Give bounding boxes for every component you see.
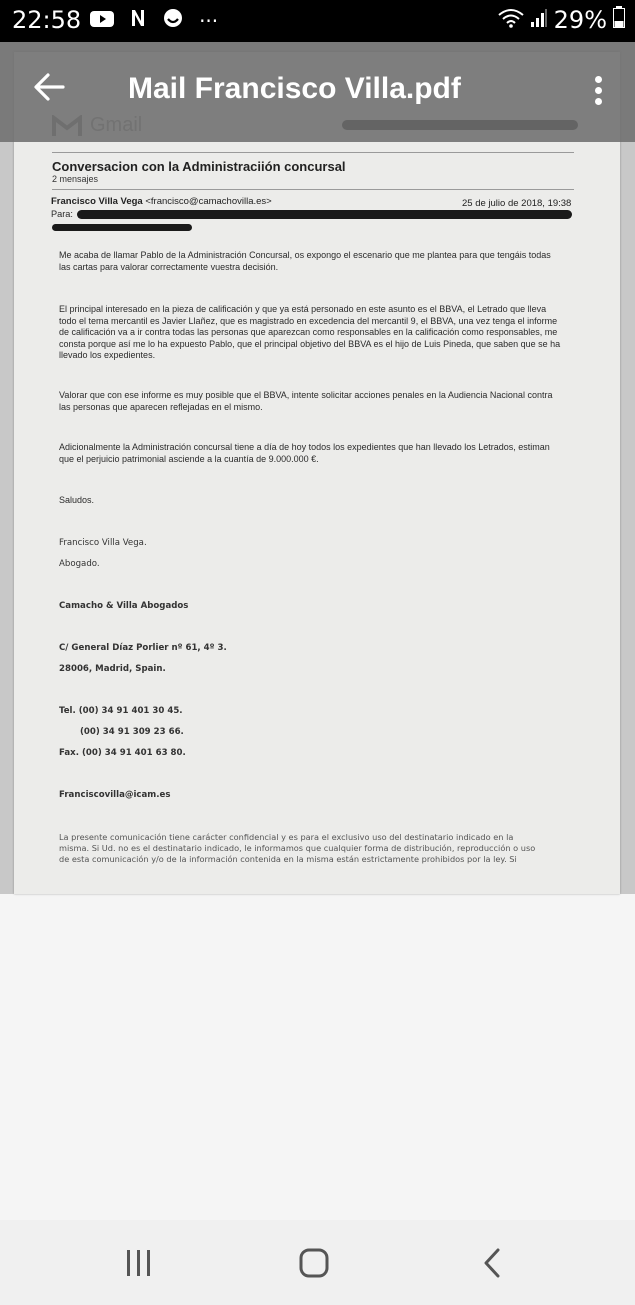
signature-email: Franciscovilla@icam.es [59, 790, 171, 800]
email-date: 25 de julio de 2018, 19:38 [462, 198, 572, 209]
notification-icons [90, 8, 228, 33]
system-nav-bar [0, 1220, 635, 1305]
disclaimer-line: La presente comunicación tiene carácter confidencial y es para el exclusivo uso del destinatario indicado en la [59, 832, 514, 842]
signature-name: Francisco Villa Vega. [59, 538, 147, 548]
signature-role: Abogado. [59, 559, 100, 569]
more-icon: ··· [199, 9, 219, 33]
divider [52, 152, 574, 153]
back-button[interactable] [32, 70, 72, 110]
youtube-icon [90, 9, 120, 33]
signature-tel: Tel. (00) 34 91 401 30 45. [59, 706, 183, 716]
sender-name: Francisco Villa Vega [51, 196, 143, 207]
signature-fax: Fax. (00) 34 91 401 63 80. [59, 748, 186, 758]
n-icon [130, 9, 152, 33]
pdf-page [14, 52, 620, 894]
status-bar [0, 0, 635, 42]
email-paragraph: Me acaba de llamar Pablo de la Administración Concursal, os expongo el escenario que me plantea para que tengáis todas las cartas para valorar correctamente vuestra decisión. [59, 250, 551, 272]
battery-percent: 29% [553, 6, 607, 34]
battery-icon [613, 6, 625, 34]
signal-icon [530, 6, 548, 34]
document-title: Mail Francisco Villa.pdf [128, 72, 461, 105]
status-right [498, 6, 625, 34]
home-icon [295, 1246, 335, 1282]
dot [595, 98, 602, 105]
sender-email: <francisco@camachovilla.es> [145, 196, 272, 207]
dot [595, 87, 602, 94]
divider [52, 189, 574, 190]
arrow-left-icon [32, 70, 66, 104]
email-subject: Conversacion con la Administraciión concursal [52, 159, 346, 174]
dot [595, 76, 602, 83]
smiley-icon [163, 9, 189, 33]
email-paragraph: Valorar que con ese informe es muy posible que el BBVA, intente solicitar acciones penales en la Audiencia Nacional contra las personas que aparecen reflejadas en el mismo. [59, 390, 553, 412]
email-from [51, 196, 272, 207]
signature-city: 28006, Madrid, Spain. [59, 664, 166, 674]
message-count: 2 mensajes [52, 174, 99, 184]
back-icon [474, 1246, 514, 1282]
email-greeting: Saludos. [59, 495, 95, 505]
redaction [52, 224, 192, 231]
disclaimer-line: de esta comunicación y/o de la información contenida en la misma están estrictamente prohibidos por la ley. Si [59, 854, 517, 864]
email-paragraph: El principal interesado en la pieza de calificación y que ya está personado en este asunto es el BBVA, el Letrado que lleva todo el tema mercantil es Javier Llañez, que es magistrado en excedencia del mercantil 9, el BBVA, una vez tenga el informe de calificación va a ir contra todas las personas que aparezcan como responsables en la calificación como responsables, me consta porque así me lo ha expuesto Pablo, que el principal objetivo del BBVA es el hijo de Luis Pineda, que saben que se ha llevado los expedientes. [59, 304, 561, 361]
redaction [77, 210, 572, 219]
home-button[interactable] [295, 1246, 335, 1282]
overflow-menu-button[interactable] [595, 76, 605, 108]
signature-address: C/ General Díaz Porlier nº 61, 4º 3. [59, 643, 227, 653]
wifi-icon [498, 6, 524, 34]
email-paragraph: Adicionalmente la Administración concursal tiene a día de hoy todos los expedientes que han llevado los Letrados, estiman que el perjuicio patrimonial asciende a la cuantía de 9.000.000 €. [59, 442, 550, 464]
disclaimer-line: misma. Si Ud. no es el destinatario indicado, le informamos que cualquier forma de distribución, reproducción o uso [59, 843, 536, 853]
nav-back-button[interactable] [474, 1246, 514, 1282]
signature-tel-2: (00) 34 91 309 23 66. [80, 727, 184, 737]
signature-firm: Camacho & Villa Abogados [59, 601, 189, 611]
status-time: 22:58 [12, 6, 82, 34]
recents-button[interactable] [118, 1246, 158, 1282]
viewer-toolbar [0, 42, 635, 142]
recents-icon [118, 1246, 158, 1282]
to-label: Para: [51, 209, 73, 219]
